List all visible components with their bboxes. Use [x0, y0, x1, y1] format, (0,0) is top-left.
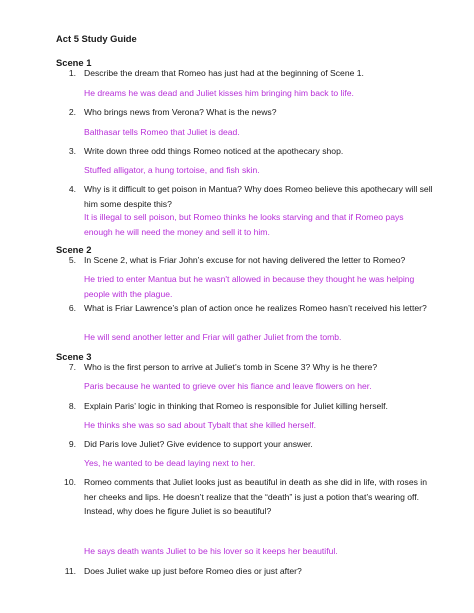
answer-6: He will send another letter and Friar will gather Juliet from the tomb.: [84, 332, 342, 342]
question-text: Who brings news from Verona? What is the news?: [84, 107, 277, 117]
question-number: 10.: [64, 477, 76, 487]
answer-1: He dreams he was dead and Juliet kisses him bringing him back to life.: [84, 88, 354, 98]
question-text: Write down three odd things Romeo noticed at the apothecary shop.: [84, 146, 344, 156]
question-text: Did Paris love Juliet? Give evidence to support your answer.: [84, 439, 313, 449]
question-number: 11.: [64, 566, 76, 576]
answer-2: Balthasar tells Romeo that Juliet is dead.: [84, 127, 240, 137]
question-number: 2.: [68, 107, 76, 117]
answer-4: It is illegal to sell poison, but Romeo thinks he looks starving and that if Romeo pays enough he will need the money and sell it to him.: [84, 212, 404, 237]
answer-9: Yes, he wanted to be dead laying next to her.: [84, 458, 256, 468]
answer-10: He says death wants Juliet to be his lover so it keeps her beautiful.: [84, 546, 338, 556]
scene-1-heading: Scene 1: [56, 57, 92, 68]
question-text: In Scene 2, what is Friar John’s excuse for not having delivered the letter to Romeo?: [84, 255, 406, 265]
question-text: Explain Paris’ logic in thinking that Romeo is responsible for Juliet killing herself.: [84, 401, 388, 411]
scene-2-heading: Scene 2: [56, 244, 92, 255]
scene-3-heading: Scene 3: [56, 351, 92, 362]
answer-7: Paris because he wanted to grieve over his fiance and leave flowers on her.: [84, 381, 372, 391]
question-number: 4.: [68, 184, 76, 194]
answer-8: He thinks she was so sad about Tybalt that she killed herself.: [84, 420, 317, 430]
question-text: Who is the first person to arrive at Juliet’s tomb in Scene 3? Why is he there?: [84, 362, 378, 372]
question-text: Does Juliet wake up just before Romeo dies or just after?: [84, 566, 302, 576]
question-text: Why is it difficult to get poison in Mantua? Why does Romeo believe this apothecary will sell him some despite this?: [84, 184, 433, 209]
answer-5: He tried to enter Mantua but he wasn't allowed in because they thought he was helping people with the plague.: [84, 274, 415, 299]
question-text: Describe the dream that Romeo has just had at the beginning of Scene 1.: [84, 68, 364, 78]
question-number: 3.: [68, 146, 76, 156]
question-text: Romeo comments that Juliet looks just as beautiful in death as she did in life, with roses in her cheeks and lips. He doesn’t realize that the “death” is just a potion that’s wearing off. Instead, why does he figure Juliet is so beautiful?: [84, 477, 427, 516]
question-number: 6.: [68, 303, 76, 313]
question-text: What is Friar Lawrence’s plan of action once he realizes Romeo hasn’t received his letter?: [84, 303, 427, 313]
question-number: 7.: [68, 362, 76, 372]
answer-3: Stuffed alligator, a hung tortoise, and fish skin.: [84, 165, 260, 175]
question-number: 8.: [68, 401, 76, 411]
question-number: 1.: [68, 68, 76, 78]
page-title: Act 5 Study Guide: [56, 33, 137, 44]
question-number: 9.: [68, 439, 76, 449]
question-number: 5.: [68, 255, 76, 265]
